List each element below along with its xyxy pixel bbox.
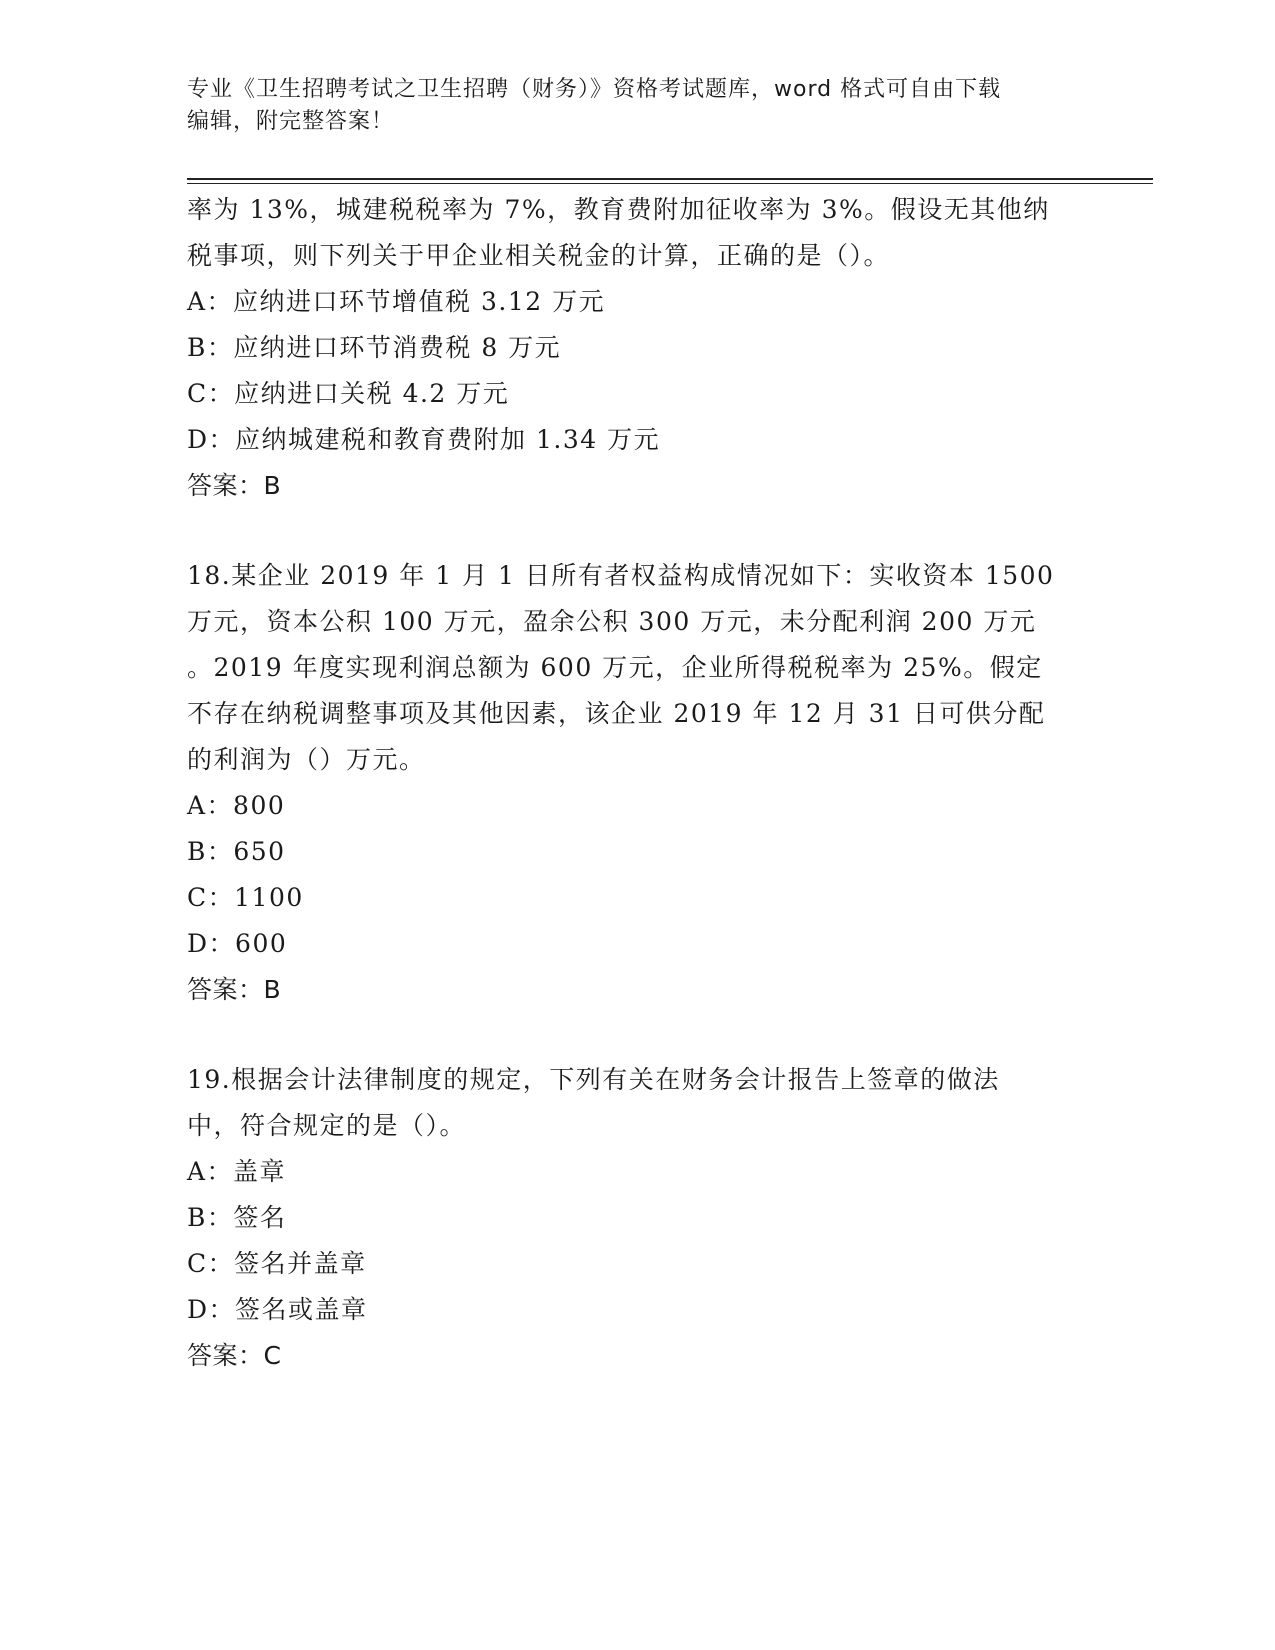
option-c: C：1100 [187,883,304,912]
option-b: B：应纳进口环节消费税 8 万元 [187,333,562,362]
question-text-line: 不存在纳税调整事项及其他因素，该企业 2019 年 12 月 31 日可供分配 [187,699,1046,728]
option-a: A：800 [187,791,286,820]
question-content [187,187,1087,1379]
option-c: C：应纳进口关税 4.2 万元 [187,379,510,408]
question-text-line: 中，符合规定的是（）。 [187,1111,467,1140]
option-d: D：600 [187,929,288,958]
question-text-line: 万元，资本公积 100 万元，盈余公积 300 万元，未分配利润 200 万元 [187,607,1037,636]
question-text-line: 的利润为（）万元。 [187,745,426,774]
answer-line: 答案：C [187,1341,282,1370]
question-text-line: 。2019 年度实现利润总额为 600 万元，企业所得税税率为 25%。假定 [187,653,1043,682]
spacer [187,509,1087,553]
option-d: D：应纳城建税和教育费附加 1.34 万元 [187,425,661,454]
question-text-line: 率为 13%，城建税税率为 7%，教育费附加征收率为 3%。假设无其他纳 [187,195,1050,224]
header-line-1: 专业《卫生招聘考试之卫生招聘（财务）》资格考试题库，word 格式可自由下载 [187,77,1002,102]
question-text-line: 税事项，则下列关于甲企业相关税金的计算，正确的是（）。 [187,241,891,270]
option-a: A：应纳进口环节增值税 3.12 万元 [187,287,606,316]
answer-line: 答案：B [187,975,282,1004]
question-19 [187,1057,1087,1379]
option-a: A：盖章 [187,1157,287,1186]
header-rule-thick [187,178,1153,180]
header-line-2: 编辑，附完整答案！ [187,109,395,134]
question-17 [187,187,1087,509]
option-b: B：签名 [187,1203,287,1232]
option-d: D：签名或盖章 [187,1295,368,1324]
page-header [187,74,1087,138]
question-text-line: 19.根据会计法律制度的规定，下列有关在财务会计报告上签章的做法 [187,1065,1000,1094]
header-rule-thin [187,183,1153,184]
question-18 [187,553,1087,1013]
option-c: C：签名并盖章 [187,1249,367,1278]
question-text-line: 18.某企业 2019 年 1 月 1 日所有者权益构成情况如下：实收资本 1500 [187,561,1055,590]
option-b: B：650 [187,837,286,866]
answer-line: 答案：B [187,471,282,500]
spacer [187,1013,1087,1057]
